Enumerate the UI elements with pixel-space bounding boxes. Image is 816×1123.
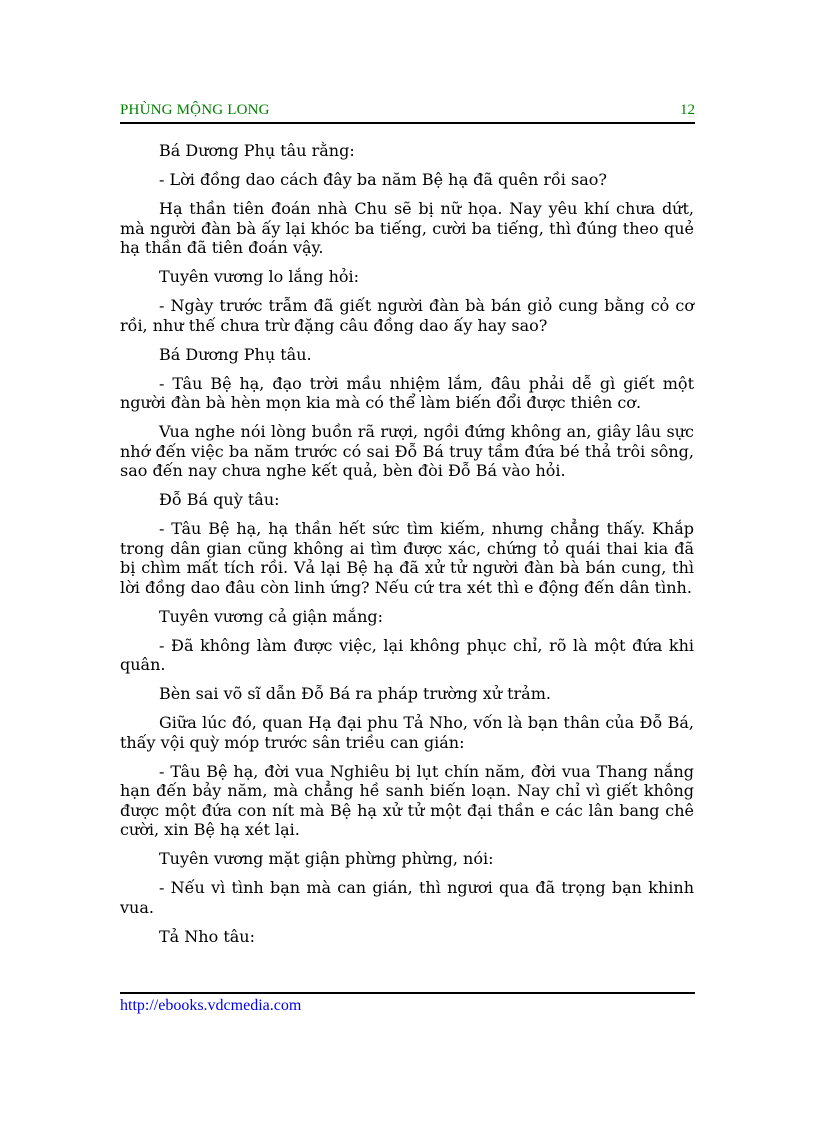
paragraph: Hạ thần tiên đoán nhà Chu sẽ bị nữ họa. Nay yêu khí chưa dứt, mà người đàn bà ấy lại khóc ba tiếng, cười ba tiếng, thì đúng theo quẻ hạ thần đã tiên đoán vậy. [120,199,694,257]
page-number: 12 [680,102,695,118]
paragraph: Tuyên vương cả giận mắng: [159,606,384,626]
paragraph: - Tâu Bệ hạ, hạ thần hết sức tìm kiếm, nhưng chẳng thấy. Khắp trong dân gian cũng không ai tìm được xác, chứng tỏ quái thai kia đã bị chìm mất tích rồi. Vả lại Bệ hạ đã xử tử người đàn bà bán cung, thì lời đồng dao đâu còn linh ứng? Nếu cứ tra xét thì e động đến dân tình. [120,519,694,597]
paragraph: Giữa lúc đó, quan Hạ đại phu Tả Nho, vốn là bạn thân của Đỗ Bá, thấy vội quỳ móp trước sân triều can gián: [120,713,694,752]
paragraph: - Tâu Bệ hạ, đời vua Nghiêu bị lụt chín năm, đời vua Thang nắng hạn đến bảy năm, mà chẳng hề sanh biến loạn. Nay chỉ vì giết không được một đứa con nít mà Bệ hạ xử tử một đại thần e các lân bang chê cười, xin Bệ hạ xét lại. [120,761,694,839]
paragraph: Bèn sai võ sĩ dẫn Đỗ Bá ra pháp trường xử trảm. [159,684,551,703]
paragraph: Đỗ Bá quỳ tâu: [159,490,280,509]
paragraph: Vua nghe nói lòng buồn rã rượi, ngồi đứng không an, giây lâu sực nhớ đến việc ba năm trước có sai Đỗ Bá truy tầm đứa bé thả trôi sông, sao đến nay chưa nghe kết quả, bèn đòi Đỗ Bá vào hỏi. [120,422,694,480]
footer-divider [120,992,695,994]
paragraph: - Tâu Bệ hạ, đạo trời mầu nhiệm lắm, đâu phải dễ gì giết một người đàn bà hèn mọn kia mà có thể làm biến đổi được thiên cơ. [120,373,694,412]
paragraph: - Ngày trước trẫm đã giết người đàn bà bán giỏ cung bằng cỏ cơ rồi, như thế chưa trừ đặng câu đồng dao ấy hay sao? [120,296,694,335]
page-header [120,100,695,124]
paragraph: - Đã không làm được việc, lại không phục chỉ, rõ là một đứa khi quân. [120,635,694,674]
paragraph: Tuyên vương lo lắng hỏi: [159,267,360,286]
paragraph: Tuyên vương mặt giận phừng phừng, nói: [159,849,494,868]
page-body [120,141,694,956]
paragraph: - Lời đồng dao cách đây ba năm Bệ hạ đã quên rồi sao? [159,170,607,189]
book-title: PHÙNG MỘNG LONG [120,102,270,118]
paragraph: Tả Nho tâu: [159,926,255,946]
footer-link[interactable]: http://ebooks.vdcmedia.com [120,997,302,1014]
paragraph: - Nếu vì tình bạn mà can gián, thì ngươi qua đã trọng bạn khinh vua. [120,878,694,917]
paragraph: Bá Dương Phụ tâu. [159,344,312,364]
paragraph: Bá Dương Phụ tâu rằng: [159,141,355,160]
